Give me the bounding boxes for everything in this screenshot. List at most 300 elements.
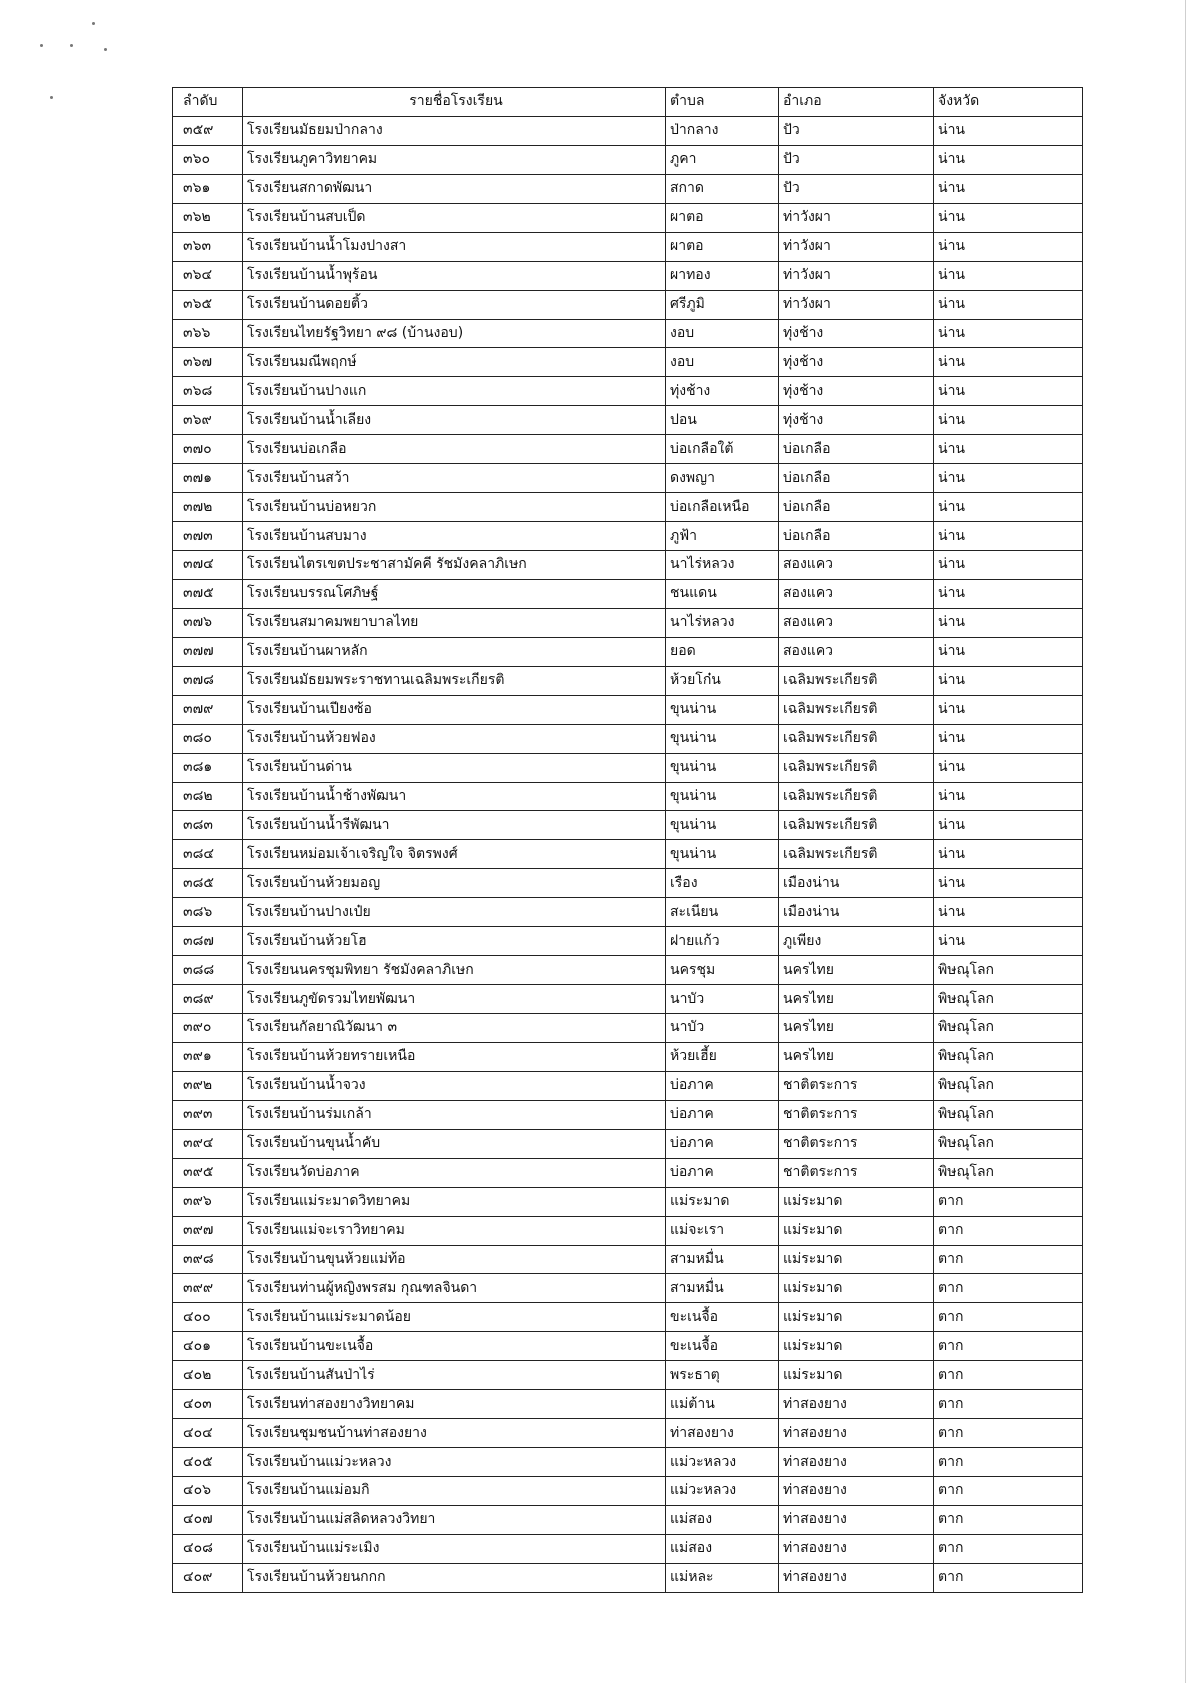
- cell-district: ท่าสองยาง: [779, 1477, 934, 1506]
- cell-district: สองแคว: [779, 608, 934, 637]
- table-body: [173, 116, 1083, 1592]
- cell-province: น่าน: [934, 608, 1083, 637]
- table-row: [173, 435, 1083, 464]
- cell-district: นครไทย: [779, 1014, 934, 1043]
- cell-district: ชาติตระการ: [779, 1129, 934, 1158]
- cell-province: ตาก: [934, 1303, 1083, 1332]
- cell-school: โรงเรียนไตรเขตประชาสามัคคี รัชมังคลาภิเษก: [243, 551, 666, 580]
- cell-school: โรงเรียนบ้านขะเนจื้อ: [243, 1332, 666, 1361]
- cell-school: โรงเรียนบ้านดอยติ้ว: [243, 290, 666, 319]
- table-row: [173, 927, 1083, 956]
- cell-subdistrict: แม่สอง: [666, 1534, 779, 1563]
- cell-subdistrict: บ่อภาค: [666, 1158, 779, 1187]
- cell-subdistrict: ศรีภูมิ: [666, 290, 779, 319]
- cell-province: ตาก: [934, 1419, 1083, 1448]
- cell-subdistrict: บ่อภาค: [666, 1129, 779, 1158]
- cell-school: โรงเรียนสมาคมพยาบาลไทย: [243, 608, 666, 637]
- cell-district: แม่ระมาด: [779, 1274, 934, 1303]
- cell-no: ๓๘๑: [173, 753, 243, 782]
- cell-no: ๓๘๗: [173, 927, 243, 956]
- cell-subdistrict: งอบ: [666, 319, 779, 348]
- cell-district: เฉลิมพระเกียรติ: [779, 811, 934, 840]
- cell-school: โรงเรียนท่าสองยางวิทยาคม: [243, 1390, 666, 1419]
- cell-province: น่าน: [934, 927, 1083, 956]
- cell-subdistrict: นครชุม: [666, 956, 779, 985]
- cell-subdistrict: ขะเนจื้อ: [666, 1303, 779, 1332]
- cell-school: โรงเรียนมัธยมป่ากลาง: [243, 116, 666, 145]
- table-row: [173, 666, 1083, 695]
- table-row: [173, 1332, 1083, 1361]
- cell-school: โรงเรียนบ้านแม่อมกิ: [243, 1477, 666, 1506]
- cell-no: ๓๘๐: [173, 724, 243, 753]
- cell-district: แม่ระมาด: [779, 1361, 934, 1390]
- cell-province: ตาก: [934, 1505, 1083, 1534]
- cell-subdistrict: ปอน: [666, 406, 779, 435]
- cell-province: พิษณุโลก: [934, 985, 1083, 1014]
- cell-province: น่าน: [934, 551, 1083, 580]
- cell-subdistrict: นาบัว: [666, 1014, 779, 1043]
- cell-subdistrict: บ่อภาค: [666, 1100, 779, 1129]
- cell-school: โรงเรียนบ้านแม่วะหลวง: [243, 1448, 666, 1477]
- cell-province: ตาก: [934, 1390, 1083, 1419]
- table-row: [173, 1100, 1083, 1129]
- cell-no: ๓๖๗: [173, 348, 243, 377]
- cell-subdistrict: ป่ากลาง: [666, 116, 779, 145]
- table-row: [173, 608, 1083, 637]
- cell-no: ๓๖๔: [173, 261, 243, 290]
- cell-subdistrict: ห้วยเฮี้ย: [666, 1042, 779, 1071]
- cell-province: น่าน: [934, 290, 1083, 319]
- cell-subdistrict: ขุนน่าน: [666, 840, 779, 869]
- table-row: [173, 637, 1083, 666]
- table-row: [173, 493, 1083, 522]
- table-row: [173, 1534, 1083, 1563]
- cell-district: ท่าวังผา: [779, 290, 934, 319]
- cell-no: ๔๐๒: [173, 1361, 243, 1390]
- cell-no: ๓๙๕: [173, 1158, 243, 1187]
- cell-subdistrict: แม่หละ: [666, 1563, 779, 1592]
- table-row: [173, 1158, 1083, 1187]
- cell-subdistrict: สกาด: [666, 174, 779, 203]
- cell-school: โรงเรียนบ้านแม่ระมาดน้อย: [243, 1303, 666, 1332]
- table-row: [173, 319, 1083, 348]
- cell-school: โรงเรียนชุมชนบ้านท่าสองยาง: [243, 1419, 666, 1448]
- cell-district: ปัว: [779, 145, 934, 174]
- cell-subdistrict: นาไร่หลวง: [666, 608, 779, 637]
- cell-subdistrict: สะเนียน: [666, 898, 779, 927]
- cell-province: ตาก: [934, 1332, 1083, 1361]
- table-row: [173, 869, 1083, 898]
- cell-no: ๓๘๖: [173, 898, 243, 927]
- cell-school: โรงเรียนบ้านผาหลัก: [243, 637, 666, 666]
- cell-no: ๓๗๒: [173, 493, 243, 522]
- cell-school: โรงเรียนบ้านปางเป๋ย: [243, 898, 666, 927]
- cell-province: พิษณุโลก: [934, 1042, 1083, 1071]
- table-row: [173, 1245, 1083, 1274]
- cell-subdistrict: แม่จะเรา: [666, 1216, 779, 1245]
- scan-speck: [92, 22, 95, 25]
- cell-subdistrict: แม่วะหลวง: [666, 1477, 779, 1506]
- cell-school: โรงเรียนมณีพฤกษ์: [243, 348, 666, 377]
- cell-subdistrict: บ่อภาค: [666, 1071, 779, 1100]
- cell-district: ท่าวังผา: [779, 261, 934, 290]
- cell-district: ท่าสองยาง: [779, 1448, 934, 1477]
- cell-no: ๔๐๗: [173, 1505, 243, 1534]
- table-row: [173, 1361, 1083, 1390]
- cell-subdistrict: ชนแดน: [666, 579, 779, 608]
- table-row: [173, 1014, 1083, 1043]
- cell-no: ๓๖๕: [173, 290, 243, 319]
- cell-no: ๓๙๖: [173, 1187, 243, 1216]
- header-no: ลำดับ: [173, 88, 243, 117]
- cell-district: ท่าสองยาง: [779, 1563, 934, 1592]
- cell-district: ท่าสองยาง: [779, 1419, 934, 1448]
- cell-no: ๓๘๕: [173, 869, 243, 898]
- cell-school: โรงเรียนบ้านร่มเกล้า: [243, 1100, 666, 1129]
- cell-subdistrict: นาบัว: [666, 985, 779, 1014]
- cell-school: โรงเรียนบ้านห้วยทรายเหนือ: [243, 1042, 666, 1071]
- cell-school: โรงเรียนบ้านน้ำพุร้อน: [243, 261, 666, 290]
- table-row: [173, 377, 1083, 406]
- cell-school: โรงเรียนบ้านห้วยฟอง: [243, 724, 666, 753]
- cell-no: ๓๙๓: [173, 1100, 243, 1129]
- cell-school: โรงเรียนบ้านน้ำช้างพัฒนา: [243, 782, 666, 811]
- cell-province: น่าน: [934, 174, 1083, 203]
- cell-province: น่าน: [934, 782, 1083, 811]
- cell-school: โรงเรียนบ้านขุนน้ำคับ: [243, 1129, 666, 1158]
- cell-school: โรงเรียนบ้านเปียงซ้อ: [243, 695, 666, 724]
- cell-subdistrict: ท่าสองยาง: [666, 1419, 779, 1448]
- table-row: [173, 811, 1083, 840]
- cell-subdistrict: แม่วะหลวง: [666, 1448, 779, 1477]
- cell-no: ๓๗๖: [173, 608, 243, 637]
- cell-subdistrict: สามหมื่น: [666, 1274, 779, 1303]
- cell-province: พิษณุโลก: [934, 1100, 1083, 1129]
- cell-subdistrict: บ่อเกลือเหนือ: [666, 493, 779, 522]
- cell-province: น่าน: [934, 811, 1083, 840]
- cell-no: ๔๐๙: [173, 1563, 243, 1592]
- cell-no: ๓๗๙: [173, 695, 243, 724]
- cell-district: สองแคว: [779, 579, 934, 608]
- cell-district: สองแคว: [779, 637, 934, 666]
- cell-no: ๓๗๗: [173, 637, 243, 666]
- cell-province: น่าน: [934, 724, 1083, 753]
- cell-no: ๔๐๕: [173, 1448, 243, 1477]
- cell-district: ชาติตระการ: [779, 1100, 934, 1129]
- table-row: [173, 898, 1083, 927]
- cell-district: แม่ระมาด: [779, 1187, 934, 1216]
- cell-district: เมืองน่าน: [779, 898, 934, 927]
- cell-subdistrict: แม่ระมาด: [666, 1187, 779, 1216]
- cell-province: น่าน: [934, 203, 1083, 232]
- cell-district: เฉลิมพระเกียรติ: [779, 840, 934, 869]
- cell-school: โรงเรียนสกาดพัฒนา: [243, 174, 666, 203]
- table-row: [173, 753, 1083, 782]
- table-row: [173, 1274, 1083, 1303]
- cell-no: ๓๗๕: [173, 579, 243, 608]
- cell-subdistrict: ภูฟ้า: [666, 522, 779, 551]
- table-row: [173, 579, 1083, 608]
- cell-district: ทุ่งช้าง: [779, 377, 934, 406]
- cell-subdistrict: สามหมื่น: [666, 1245, 779, 1274]
- cell-district: แม่ระมาด: [779, 1332, 934, 1361]
- school-list-table: [172, 87, 1083, 1593]
- table-row: [173, 1303, 1083, 1332]
- cell-district: แม่ระมาด: [779, 1216, 934, 1245]
- table-row: [173, 145, 1083, 174]
- cell-district: บ่อเกลือ: [779, 493, 934, 522]
- cell-province: ตาก: [934, 1534, 1083, 1563]
- cell-school: โรงเรียนบ้านน้ำรีพัฒนา: [243, 811, 666, 840]
- cell-school: โรงเรียนบ้านขุนห้วยแม่ท้อ: [243, 1245, 666, 1274]
- cell-district: แม่ระมาด: [779, 1303, 934, 1332]
- cell-district: ภูเพียง: [779, 927, 934, 956]
- table-row: [173, 985, 1083, 1014]
- cell-school: โรงเรียนวัดบ่อภาค: [243, 1158, 666, 1187]
- scan-speck: [40, 44, 43, 47]
- cell-subdistrict: แม่ต้าน: [666, 1390, 779, 1419]
- table-row: [173, 261, 1083, 290]
- table-row: [173, 840, 1083, 869]
- cell-district: เมืองน่าน: [779, 869, 934, 898]
- cell-province: น่าน: [934, 435, 1083, 464]
- cell-district: ทุ่งช้าง: [779, 319, 934, 348]
- cell-school: โรงเรียนมัธยมพระราชทานเฉลิมพระเกียรติ: [243, 666, 666, 695]
- cell-no: ๓๖๘: [173, 377, 243, 406]
- cell-district: ท่าวังผา: [779, 203, 934, 232]
- table-row: [173, 1477, 1083, 1506]
- cell-district: เฉลิมพระเกียรติ: [779, 724, 934, 753]
- cell-subdistrict: ขุนน่าน: [666, 782, 779, 811]
- table-row: [173, 695, 1083, 724]
- cell-school: โรงเรียนบ้านสบมาง: [243, 522, 666, 551]
- cell-school: โรงเรียนนครชุมพิทยา รัชมังคลาภิเษก: [243, 956, 666, 985]
- cell-subdistrict: ฝายแก้ว: [666, 927, 779, 956]
- cell-district: แม่ระมาด: [779, 1245, 934, 1274]
- cell-school: โรงเรียนหม่อมเจ้าเจริญใจ จิตรพงศ์: [243, 840, 666, 869]
- cell-province: น่าน: [934, 377, 1083, 406]
- cell-province: ตาก: [934, 1477, 1083, 1506]
- cell-school: โรงเรียนภูขัดรวมไทยพัฒนา: [243, 985, 666, 1014]
- cell-no: ๓๗๓: [173, 522, 243, 551]
- table-row: [173, 551, 1083, 580]
- cell-district: ท่าสองยาง: [779, 1505, 934, 1534]
- cell-school: โรงเรียนบ้านสันป่าไร่: [243, 1361, 666, 1390]
- table-row: [173, 232, 1083, 261]
- table-row: [173, 1505, 1083, 1534]
- cell-district: ชาติตระการ: [779, 1071, 934, 1100]
- cell-subdistrict: ดงพญา: [666, 464, 779, 493]
- table-row: [173, 956, 1083, 985]
- cell-school: โรงเรียนบ้านน้ำเลียง: [243, 406, 666, 435]
- cell-school: โรงเรียนบรรณโศภิษฐ์: [243, 579, 666, 608]
- cell-province: น่าน: [934, 579, 1083, 608]
- cell-province: ตาก: [934, 1274, 1083, 1303]
- cell-district: ท่าสองยาง: [779, 1390, 934, 1419]
- table-row: [173, 1042, 1083, 1071]
- header-province: จังหวัด: [934, 88, 1083, 117]
- cell-school: โรงเรียนบ้านห้วยนกกก: [243, 1563, 666, 1592]
- cell-province: พิษณุโลก: [934, 1071, 1083, 1100]
- cell-subdistrict: พระธาตุ: [666, 1361, 779, 1390]
- cell-province: พิษณุโลก: [934, 1129, 1083, 1158]
- cell-province: น่าน: [934, 406, 1083, 435]
- cell-school: โรงเรียนท่านผู้หญิงพรสม กุณฑลจินดา: [243, 1274, 666, 1303]
- cell-province: น่าน: [934, 695, 1083, 724]
- cell-subdistrict: ขะเนจื้อ: [666, 1332, 779, 1361]
- cell-no: ๓๖๖: [173, 319, 243, 348]
- scan-speck: [70, 44, 73, 47]
- cell-school: โรงเรียนบ้านแม่ระเมิง: [243, 1534, 666, 1563]
- table-row: [173, 724, 1083, 753]
- cell-school: โรงเรียนบ้านน้ำจวง: [243, 1071, 666, 1100]
- cell-school: โรงเรียนบ้านน้ำโมงปางสา: [243, 232, 666, 261]
- cell-province: น่าน: [934, 116, 1083, 145]
- cell-school: โรงเรียนไทยรัฐวิทยา ๙๘ (บ้านงอบ): [243, 319, 666, 348]
- cell-no: ๓๗๔: [173, 551, 243, 580]
- cell-no: ๓๖๙: [173, 406, 243, 435]
- cell-subdistrict: งอบ: [666, 348, 779, 377]
- cell-province: น่าน: [934, 493, 1083, 522]
- cell-no: ๓๗๑: [173, 464, 243, 493]
- cell-district: ปัว: [779, 174, 934, 203]
- cell-district: เฉลิมพระเกียรติ: [779, 753, 934, 782]
- table-row: [173, 406, 1083, 435]
- cell-no: ๓๙๐: [173, 1014, 243, 1043]
- cell-no: ๔๐๐: [173, 1303, 243, 1332]
- cell-subdistrict: ผาตอ: [666, 203, 779, 232]
- cell-province: ตาก: [934, 1361, 1083, 1390]
- cell-province: น่าน: [934, 637, 1083, 666]
- cell-school: โรงเรียนบ้านปางแก: [243, 377, 666, 406]
- cell-province: พิษณุโลก: [934, 956, 1083, 985]
- cell-no: ๔๐๑: [173, 1332, 243, 1361]
- cell-no: ๓๘๘: [173, 956, 243, 985]
- cell-province: พิษณุโลก: [934, 1014, 1083, 1043]
- cell-subdistrict: ทุ่งช้าง: [666, 377, 779, 406]
- cell-province: ตาก: [934, 1563, 1083, 1592]
- cell-no: ๓๙๒: [173, 1071, 243, 1100]
- cell-province: น่าน: [934, 348, 1083, 377]
- table-header-row: [173, 88, 1083, 117]
- cell-subdistrict: นาไร่หลวง: [666, 551, 779, 580]
- cell-province: น่าน: [934, 319, 1083, 348]
- header-subdistrict: ตำบล: [666, 88, 779, 117]
- table-row: [173, 203, 1083, 232]
- cell-no: ๓๘๙: [173, 985, 243, 1014]
- cell-school: โรงเรียนบ้านห้วยโฮ: [243, 927, 666, 956]
- cell-no: ๓๙๙: [173, 1274, 243, 1303]
- cell-no: ๓๙๔: [173, 1129, 243, 1158]
- cell-province: น่าน: [934, 898, 1083, 927]
- table-row: [173, 1129, 1083, 1158]
- cell-subdistrict: เรือง: [666, 869, 779, 898]
- cell-no: ๓๗๘: [173, 666, 243, 695]
- cell-no: ๓๗๐: [173, 435, 243, 464]
- cell-district: สองแคว: [779, 551, 934, 580]
- cell-no: ๔๐๓: [173, 1390, 243, 1419]
- cell-district: เฉลิมพระเกียรติ: [779, 695, 934, 724]
- cell-school: โรงเรียนบ้านสบเป็ด: [243, 203, 666, 232]
- cell-no: ๓๘๓: [173, 811, 243, 840]
- cell-subdistrict: ขุนน่าน: [666, 753, 779, 782]
- cell-district: เฉลิมพระเกียรติ: [779, 666, 934, 695]
- cell-district: นครไทย: [779, 956, 934, 985]
- cell-no: ๓๙๗: [173, 1216, 243, 1245]
- cell-province: น่าน: [934, 840, 1083, 869]
- cell-no: ๓๙๑: [173, 1042, 243, 1071]
- cell-district: บ่อเกลือ: [779, 464, 934, 493]
- cell-school: โรงเรียนบ้านบ่อหยวก: [243, 493, 666, 522]
- cell-subdistrict: ภูคา: [666, 145, 779, 174]
- cell-province: น่าน: [934, 464, 1083, 493]
- scan-speck: [50, 96, 53, 99]
- cell-subdistrict: ยอด: [666, 637, 779, 666]
- cell-subdistrict: ขุนน่าน: [666, 695, 779, 724]
- cell-district: ท่าสองยาง: [779, 1534, 934, 1563]
- cell-school: โรงเรียนบ้านแม่สลิดหลวงวิทยา: [243, 1505, 666, 1534]
- cell-district: ปัว: [779, 116, 934, 145]
- table-row: [173, 1563, 1083, 1592]
- cell-school: โรงเรียนกัลยาณิวัฒนา ๓: [243, 1014, 666, 1043]
- cell-no: ๓๖๐: [173, 145, 243, 174]
- cell-province: น่าน: [934, 145, 1083, 174]
- cell-school: โรงเรียนบ้านด่าน: [243, 753, 666, 782]
- cell-no: ๓๙๘: [173, 1245, 243, 1274]
- cell-province: น่าน: [934, 869, 1083, 898]
- cell-district: นครไทย: [779, 985, 934, 1014]
- cell-school: โรงเรียนบ่อเกลือ: [243, 435, 666, 464]
- scan-edge-line: [1185, 0, 1186, 1683]
- cell-district: บ่อเกลือ: [779, 435, 934, 464]
- header-district: อำเภอ: [779, 88, 934, 117]
- cell-district: ท่าวังผา: [779, 232, 934, 261]
- cell-no: ๓๖๒: [173, 203, 243, 232]
- cell-no: ๓๖๑: [173, 174, 243, 203]
- cell-no: ๔๐๖: [173, 1477, 243, 1506]
- cell-district: เฉลิมพระเกียรติ: [779, 782, 934, 811]
- cell-no: ๔๐๘: [173, 1534, 243, 1563]
- cell-school: โรงเรียนแม่ระมาดวิทยาคม: [243, 1187, 666, 1216]
- table-row: [173, 348, 1083, 377]
- cell-subdistrict: ผาตอ: [666, 232, 779, 261]
- cell-district: บ่อเกลือ: [779, 522, 934, 551]
- cell-district: ชาติตระการ: [779, 1158, 934, 1187]
- cell-no: ๔๐๔: [173, 1419, 243, 1448]
- cell-province: น่าน: [934, 666, 1083, 695]
- cell-district: นครไทย: [779, 1042, 934, 1071]
- table-row: [173, 522, 1083, 551]
- header-school: รายชื่อโรงเรียน: [243, 88, 666, 117]
- table-row: [173, 1419, 1083, 1448]
- cell-subdistrict: ผาทอง: [666, 261, 779, 290]
- table-row: [173, 464, 1083, 493]
- cell-subdistrict: ขุนน่าน: [666, 811, 779, 840]
- cell-school: โรงเรียนแม่จะเราวิทยาคม: [243, 1216, 666, 1245]
- cell-province: น่าน: [934, 261, 1083, 290]
- table-row: [173, 1216, 1083, 1245]
- cell-province: น่าน: [934, 753, 1083, 782]
- table-row: [173, 174, 1083, 203]
- cell-province: พิษณุโลก: [934, 1158, 1083, 1187]
- cell-province: ตาก: [934, 1448, 1083, 1477]
- table-row: [173, 1448, 1083, 1477]
- cell-province: น่าน: [934, 232, 1083, 261]
- cell-no: ๓๕๙: [173, 116, 243, 145]
- cell-district: ทุ่งช้าง: [779, 348, 934, 377]
- cell-subdistrict: ขุนน่าน: [666, 724, 779, 753]
- cell-subdistrict: แม่สอง: [666, 1505, 779, 1534]
